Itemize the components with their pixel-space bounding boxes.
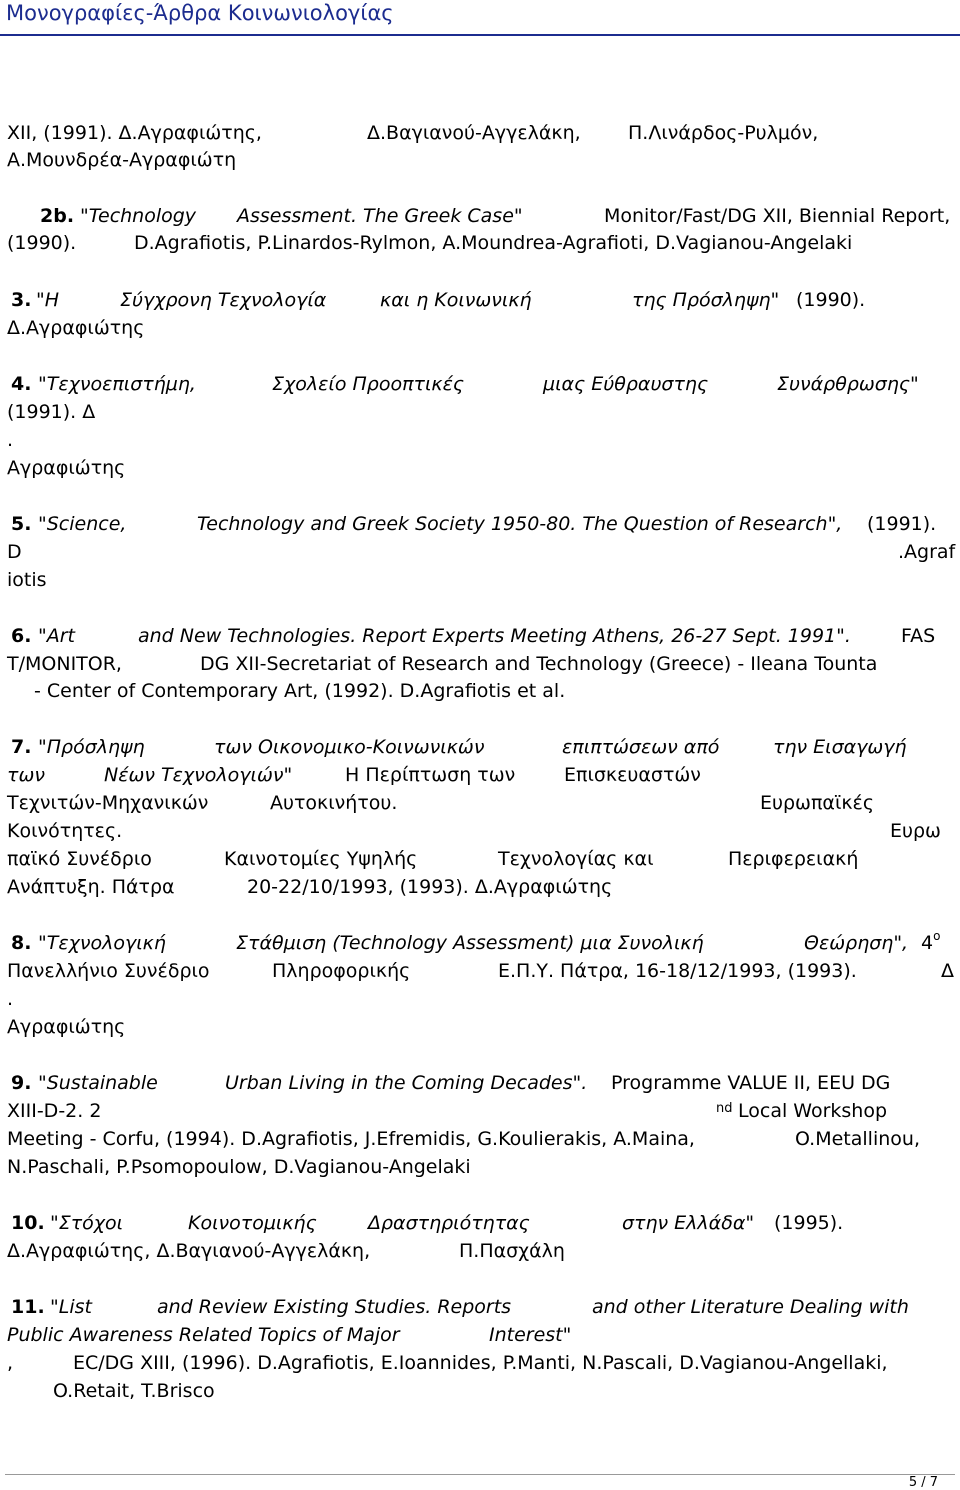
- entry-title: και η Κοινωνική: [380, 289, 532, 311]
- entry-title: Δραστηριότητας: [368, 1212, 530, 1234]
- entry-text: D.Agrafiotis, P.Linardos-Rylmon, A.Moundrea-Agrafioti, D.Vagianou-Angelaki: [134, 232, 853, 254]
- entry-text: D: [7, 541, 22, 563]
- entry-number: 4.: [11, 373, 32, 395]
- entry-title: Σχολείο Προοπτικές: [272, 373, 465, 395]
- entry-title: Συνάρθρωσης": [777, 373, 919, 395]
- entry-title: των: [7, 764, 45, 786]
- entry-number: 9.: [11, 1072, 32, 1094]
- entry-text: O.Metallinou,: [795, 1128, 920, 1150]
- entry-text: Επισκευαστών: [564, 764, 701, 786]
- entry-text: (1991).: [867, 513, 937, 535]
- entry-text: Programme VALUE II, EEU DG: [611, 1072, 891, 1094]
- entry-title: Urban Living in the Coming Decades".: [225, 1072, 588, 1094]
- entry-title: Public Awareness Related Topics of Major: [7, 1324, 400, 1346]
- entry-text: [921, 928, 941, 955]
- entry-title: "Art: [38, 625, 75, 647]
- entry-title: "List: [50, 1296, 92, 1318]
- entry-text: 4: [921, 932, 934, 954]
- entry-text: Πληροφορικής: [272, 960, 411, 982]
- entry-text: XIII-D-2. 2: [7, 1100, 102, 1122]
- entry-title: "Science,: [38, 513, 127, 535]
- entry-text: Ευρω: [890, 820, 941, 842]
- entry-number: 2b.: [40, 205, 75, 227]
- entry-title: της Πρόσληψη": [632, 289, 780, 311]
- entry-text: Αγραφιώτης: [7, 457, 126, 479]
- entry-text: Αυτοκινήτου.: [270, 792, 398, 814]
- entry-title: Interest": [489, 1324, 572, 1346]
- entry-text: N.Paschali, P.Psomopoulow, D.Vagianou-Angelaki: [7, 1156, 471, 1178]
- entry-text: Κοινότητες.: [7, 820, 123, 842]
- entry-title: "Στόχοι: [50, 1212, 124, 1234]
- entry-text: Ανάπτυξη. Πάτρα: [7, 876, 175, 898]
- entry-number: 5.: [11, 513, 32, 535]
- footer-divider: [5, 1474, 955, 1475]
- entry-text: T/MONITOR,: [7, 653, 122, 675]
- superscript: nd: [716, 1101, 733, 1116]
- entry-title: Θεώρηση",: [804, 932, 909, 954]
- entry-text: Δ.Βαγιανού-Αγγελάκη,: [367, 122, 581, 144]
- entry-text: Meeting - Corfu, (1994). D.Agrafiotis, J.Efremidis, G.Koulierakis, A.Maina,: [7, 1128, 695, 1150]
- entry-title: την Εισαγωγή: [773, 736, 907, 758]
- entry-text: Τεχνολογίας και: [498, 848, 654, 870]
- entry-text: Πανελλήνιο Συνέδριο: [7, 960, 210, 982]
- entry-text: XII, (1991). Δ.Αγραφιώτης,: [7, 122, 262, 144]
- entry-text: Τεχνιτών-Μηχανικών: [7, 792, 209, 814]
- entry-number: 7.: [11, 736, 32, 758]
- entry-text: Local Workshop: [738, 1100, 888, 1122]
- entry-text: Δ: [941, 960, 954, 982]
- entry-text: ,: [7, 1352, 14, 1374]
- entry-title: στην Ελλάδα": [622, 1212, 755, 1234]
- entry-text: .: [7, 988, 14, 1010]
- entry-title: Κοινοτομικής: [188, 1212, 317, 1234]
- entry-text: Δ.Αγραφιώτης, Δ.Βαγιανού-Αγγελάκη,: [7, 1240, 371, 1262]
- entry-text: Α.Μουνδρέα-Αγραφιώτη: [7, 149, 237, 171]
- entry-text: (1991). Δ: [7, 401, 96, 423]
- page-number: 5 / 7: [908, 1475, 938, 1490]
- entry-text: Π.Πασχάλη: [459, 1240, 565, 1262]
- page-title: Μονογραφίες-Άρθρα Κοινωνιολογίας: [6, 1, 394, 25]
- entry-title: "Πρόσληψη: [38, 736, 145, 758]
- entry-text: O.Retait, T.Brisco: [53, 1380, 215, 1402]
- entry-title: and New Technologies. Report Experts Meeting Athens, 26-27 Sept. 1991".: [138, 625, 851, 647]
- entry-title: "Η: [36, 289, 60, 311]
- entry-title: "Technology: [80, 205, 197, 227]
- entry-text: 20-22/10/1993, (1993). Δ.Αγραφιώτης: [247, 876, 613, 898]
- entry-text: Η Περίπτωση των: [345, 764, 516, 786]
- entry-title: μιας Εύθραυστης: [543, 373, 709, 395]
- entry-text: Αγραφιώτης: [7, 1016, 126, 1038]
- entry-title: Στάθμιση (Technology Assessment) μια Συνολική: [236, 932, 704, 954]
- entry-text: - Center of Contemporary Art, (1992). D.Agrafiotis et al.: [34, 680, 566, 702]
- entry-text: Π.Λινάρδος-Ρυλμόν,: [628, 122, 819, 144]
- entry-title: "Sustainable: [38, 1072, 158, 1094]
- entry-text: Ευρωπαϊκές: [760, 792, 874, 814]
- entry-title: "Τεχνοεπιστήμη,: [38, 373, 196, 395]
- entry-text: iotis: [7, 569, 47, 591]
- entry-text: FAS: [901, 625, 936, 647]
- entry-number: 11.: [11, 1296, 45, 1318]
- entry-text: Περιφερειακή: [728, 848, 859, 870]
- superscript: ο: [933, 928, 941, 943]
- entry-text: Καινοτομίες Υψηλής: [224, 848, 418, 870]
- entry-text: DG XII-Secretariat of Research and Technology (Greece) - Ileana Tounta: [200, 653, 878, 675]
- entry-title: επιπτώσεων από: [562, 736, 720, 758]
- entry-title: and Review Existing Studies. Reports: [157, 1296, 512, 1318]
- entry-title: Technology and Greek Society 1950-80. The Question of Research",: [197, 513, 843, 535]
- entry-text: (1990).: [7, 232, 77, 254]
- entry-number: 10.: [11, 1212, 45, 1234]
- entry-title: Νέων Τεχνολογιών": [104, 764, 293, 786]
- entry-text: EC/DG XIII, (1996). D.Agrafiotis, E.Ioannides, P.Manti, N.Pascali, D.Vagianou-Angellaki,: [73, 1352, 888, 1374]
- header-divider: [0, 34, 960, 36]
- entry-text: .Agraf: [898, 541, 956, 563]
- entry-text: .: [7, 429, 14, 451]
- entry-text: Δ.Αγραφιώτης: [7, 317, 145, 339]
- entry-number: 8.: [11, 932, 32, 954]
- entry-text: Monitor/Fast/DG XII, Biennial Report,: [604, 205, 951, 227]
- entry-title: "Τεχνολογική: [38, 932, 166, 954]
- entry-title: των Οικονομικο-Κοινωνικών: [214, 736, 485, 758]
- entry-text: Ε.Π.Υ. Πάτρα, 16-18/12/1993, (1993).: [498, 960, 857, 982]
- entry-text: (1990).: [796, 289, 866, 311]
- entry-title: and other Literature Dealing with: [592, 1296, 909, 1318]
- entry-title: Σύγχρονη Τεχνολογία: [120, 289, 327, 311]
- entry-title: Assessment. The Greek Case": [237, 205, 523, 227]
- entry-text: (1995).: [774, 1212, 844, 1234]
- entry-number: 6.: [11, 625, 32, 647]
- entry-text: παϊκό Συνέδριο: [7, 848, 152, 870]
- entry-number: 3.: [11, 289, 32, 311]
